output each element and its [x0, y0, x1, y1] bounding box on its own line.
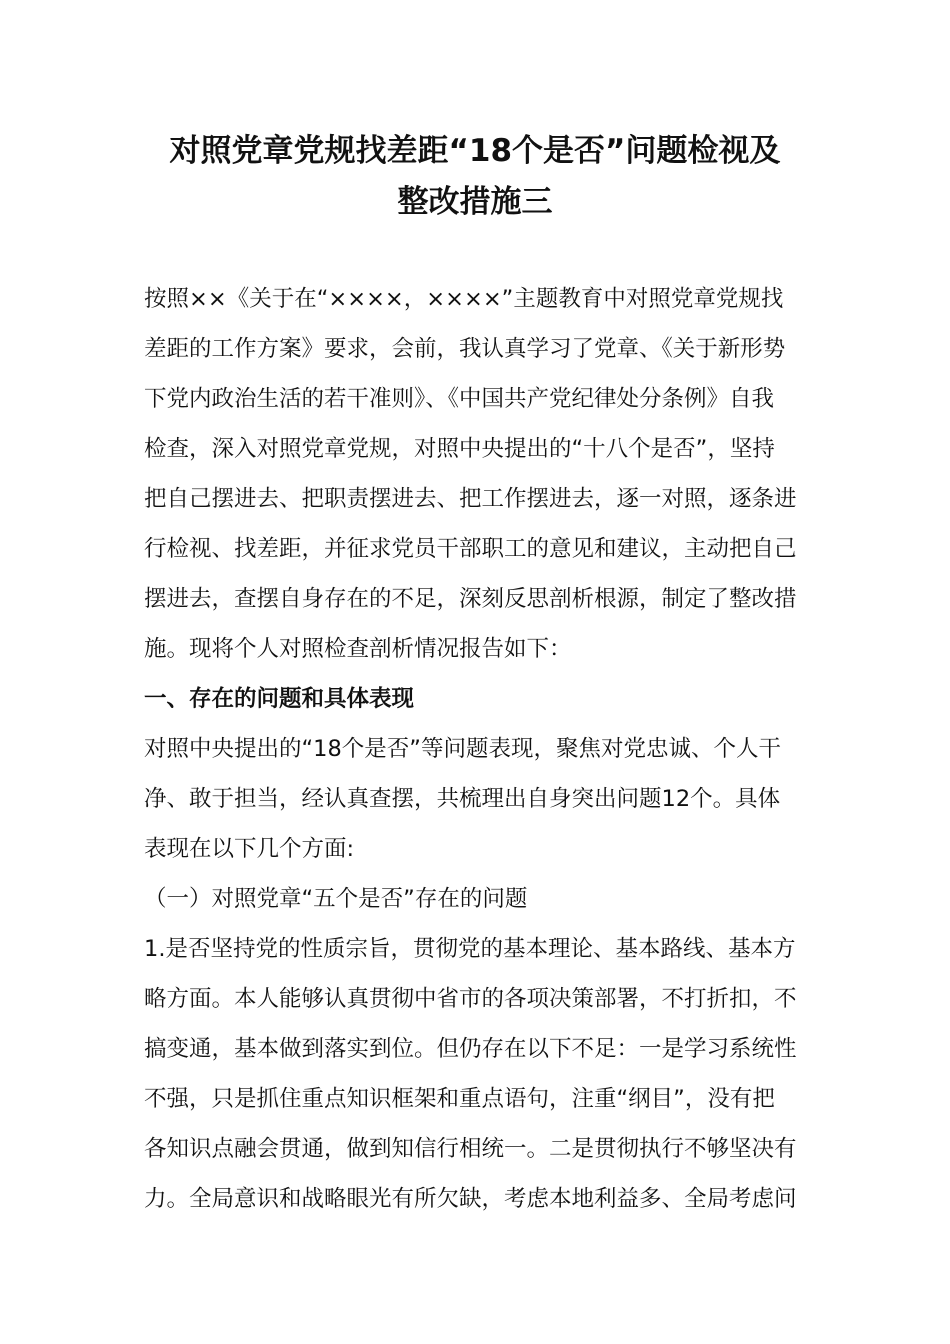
body-line-19: 力。全局意识和战略眼光有所欠缺，考虑本地利益多、全局考虑问 [144, 1186, 797, 1212]
document-title-line-1: 对照党章党规找差距“18个是否”问题检视及 [169, 133, 781, 169]
body-line-4: 检查，深入对照党章党规，对照中央提出的“十八个是否”，坚持 [144, 436, 775, 462]
body-line-12: 表现在以下几个方面: [144, 836, 355, 862]
body-line-18: 各知识点融会贯通，做到知信行相统一。二是贯彻执行不够坚决有 [144, 1136, 797, 1162]
body-line-14: 1.是否坚持党的性质宗旨，贯彻党的基本理论、基本路线、基本方 [144, 936, 796, 962]
document-title-line-2: 整改措施三 [397, 184, 553, 220]
body-line-6: 行检视、找差距，并征求党员干部职工的意见和建议，主动把自己 [144, 536, 797, 562]
body-line-10: 对照中央提出的“18个是否”等问题表现，聚焦对党忠诚、个人干 [144, 736, 781, 762]
section-heading-1: 一、存在的问题和具体表现 [144, 686, 415, 712]
body-line-16: 搞变通，基本做到落实到位。但仍存在以下不足：一是学习系统性 [144, 1036, 797, 1062]
body-line-11: 净、敢于担当，经认真查摆，共梳理出自身突出问题12个。具体 [144, 786, 781, 812]
body-line-5: 把自己摆进去、把职责摆进去、把工作摆进去，逐一对照，逐条进 [144, 486, 797, 512]
body-line-8: 施。现将个人对照检查剖析情况报告如下： [144, 636, 572, 662]
body-line-3: 下党内政治生活的若干准则》、《中国共产党纪律处分条例》自我 [144, 386, 775, 412]
body-line-17: 不强，只是抓住重点知识框架和重点语句，注重“纲目”，没有把 [144, 1086, 775, 1112]
body-line-1: 按照××《关于在“××××，××××”主题教育中对照党章党规找 [144, 286, 784, 312]
body-line-2: 差距的工作方案》要求，会前，我认真学习了党章、《关于新形势 [144, 336, 786, 362]
body-line-15: 略方面。本人能够认真贯彻中省市的各项决策部署，不打折扣，不 [144, 986, 797, 1012]
subsection-heading-1: （一）对照党章“五个是否”存在的问题 [144, 886, 528, 912]
body-line-7: 摆进去，查摆自身存在的不足，深刻反思剖析根源，制定了整改措 [144, 586, 797, 612]
